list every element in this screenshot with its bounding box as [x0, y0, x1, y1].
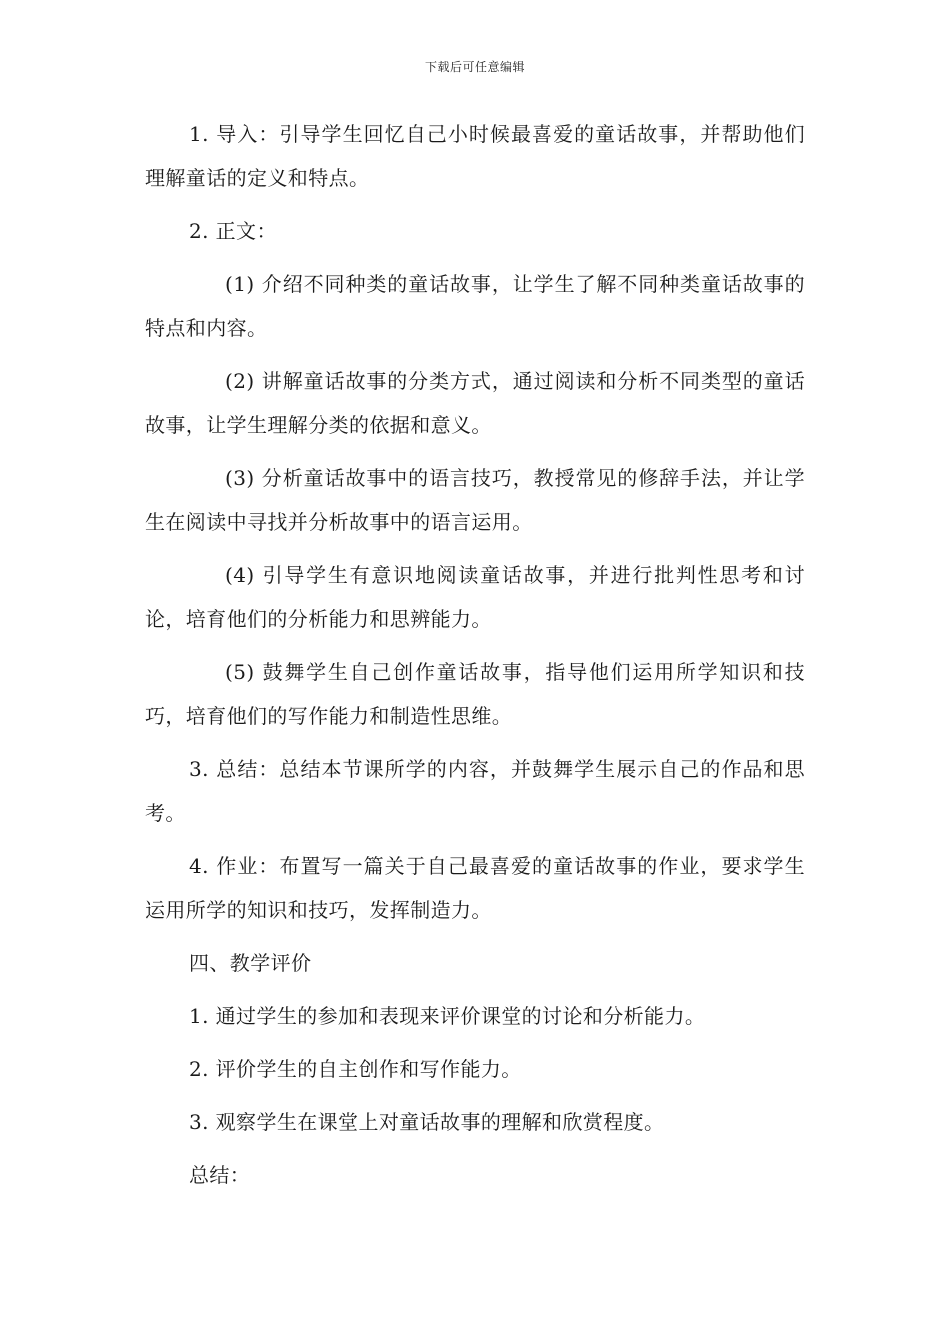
paragraph-main-item-4: (4) 引导学生有意识地阅读童话故事，并进行批判性思考和讨论，培育他们的分析能力和思辨能力。	[145, 563, 805, 631]
evaluation-item-1: 1. 通过学生的参加和表现来评价课堂的讨论和分析能力。	[189, 1004, 706, 1028]
evaluation-item-3: 3. 观察学生在课堂上对童话故事的理解和欣赏程度。	[189, 1110, 665, 1134]
paragraph-main-item-2: (2) 讲解童话故事的分类方式，通过阅读和分析不同类型的童话故事，让学生理解分类的依据和意义。	[145, 369, 805, 437]
paragraph-homework: 4. 作业：布置写一篇关于自己最喜爱的童话故事的作业，要求学生运用所学的知识和技巧，发挥制造力。	[145, 854, 805, 922]
paragraph-summary: 3. 总结：总结本节课所学的内容，并鼓舞学生展示自己的作品和思考。	[145, 757, 805, 825]
paragraph-main-item-1: (1) 介绍不同种类的童话故事，让学生了解不同种类童话故事的特点和内容。	[145, 272, 805, 340]
conclusion-heading: 总结：	[189, 1163, 251, 1187]
evaluation-item-2: 2. 评价学生的自主创作和写作能力。	[189, 1057, 522, 1081]
document-body	[145, 112, 805, 1206]
paragraph-main-heading: 2. 正文：	[189, 219, 277, 243]
section-heading-evaluation: 四、教学评价	[189, 951, 312, 975]
paragraph-main-item-5: (5) 鼓舞学生自己创作童话故事，指导他们运用所学知识和技巧，培育他们的写作能力和制造性思维。	[145, 660, 805, 728]
paragraph-main-item-3: (3) 分析童话故事中的语言技巧，教授常见的修辞手法，并让学生在阅读中寻找并分析故事中的语言运用。	[145, 466, 805, 534]
paragraph-intro: 1. 导入：引导学生回忆自己小时候最喜爱的童话故事，并帮助他们理解童话的定义和特点。	[145, 122, 805, 190]
page-header: 下载后可任意编辑	[424, 60, 525, 74]
